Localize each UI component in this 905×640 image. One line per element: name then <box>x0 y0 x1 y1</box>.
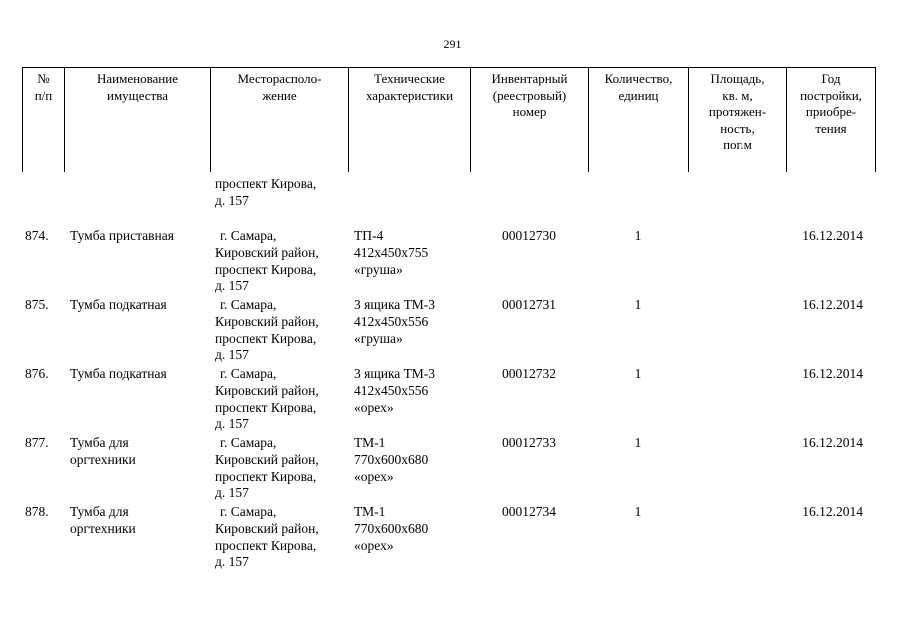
row-technical: 3 ящика ТМ-3 412х450х556 «орех» <box>354 366 435 415</box>
row-area <box>688 297 786 366</box>
table-body <box>22 176 875 573</box>
table-row <box>22 297 875 366</box>
header-year: Год постройки, приобре- тения <box>787 68 876 173</box>
row-year: 16.12.2014 <box>802 366 863 381</box>
row-technical: ТМ-1 770х600х680 «орех» <box>354 435 429 484</box>
table-row <box>22 366 875 435</box>
row-quantity: 1 <box>634 228 642 243</box>
row-area <box>688 435 786 504</box>
row-number: 878. <box>25 504 49 519</box>
row-name: Тумба подкатная <box>70 366 167 381</box>
row-technical: ТМ-1 770х600х680 «орех» <box>354 504 429 553</box>
row-name: Тумба для оргтехники <box>70 435 136 467</box>
row-location: г. Самара, Кировский район, проспект Кирова, д. 157 <box>215 297 319 363</box>
row-location: г. Самара, Кировский район, проспект Кирова, д. 157 <box>215 228 319 294</box>
row-location: г. Самара, Кировский район, проспект Кирова, д. 157 <box>215 504 319 570</box>
continuation-location: проспект Кирова, д. 157 <box>215 176 317 208</box>
row-inventory: 00012733 <box>502 435 556 450</box>
row-quantity: 1 <box>634 504 642 519</box>
row-year: 16.12.2014 <box>802 228 863 243</box>
row-quantity: 1 <box>634 435 642 450</box>
row-year: 16.12.2014 <box>802 297 863 312</box>
row-technical: ТП-4 412х450х755 «груша» <box>354 228 429 277</box>
row-area <box>688 228 786 297</box>
table-header <box>22 67 876 172</box>
row-number: 875. <box>25 297 49 312</box>
page-number: 291 <box>443 37 462 51</box>
header-location: Месторасполо- жение <box>211 68 349 173</box>
table-row <box>22 504 875 573</box>
header-quantity: Количество, единиц <box>589 68 689 173</box>
row-number: 877. <box>25 435 49 450</box>
row-name: Тумба подкатная <box>70 297 167 312</box>
header-technical: Технические характеристики <box>349 68 471 173</box>
row-name: Тумба для оргтехники <box>70 504 136 536</box>
header-inventory: Инвентарный (реестровый) номер <box>471 68 589 173</box>
row-number: 874. <box>25 228 49 243</box>
row-quantity: 1 <box>634 297 642 312</box>
row-year: 16.12.2014 <box>802 435 863 450</box>
row-technical: 3 ящика ТМ-3 412х450х556 «груша» <box>354 297 435 346</box>
row-location: г. Самара, Кировский район, проспект Кирова, д. 157 <box>215 366 319 432</box>
row-inventory: 00012731 <box>502 297 556 312</box>
table-row <box>22 228 875 297</box>
row-area <box>688 504 786 573</box>
row-year: 16.12.2014 <box>802 504 863 519</box>
row-inventory: 00012732 <box>502 366 556 381</box>
row-number: 876. <box>25 366 49 381</box>
row-inventory: 00012734 <box>502 504 556 519</box>
header-number: № п/п <box>23 68 65 173</box>
table-row <box>22 435 875 504</box>
row-name: Тумба приставная <box>70 228 174 243</box>
row-location: г. Самара, Кировский район, проспект Кирова, д. 157 <box>215 435 319 501</box>
header-area: Площадь, кв. м, протяжен- ность, пог.м <box>689 68 787 173</box>
row-quantity: 1 <box>634 366 642 381</box>
continuation-row <box>22 176 875 228</box>
row-inventory: 00012730 <box>502 228 556 243</box>
row-area <box>688 366 786 435</box>
header-name: Наименование имущества <box>65 68 211 173</box>
